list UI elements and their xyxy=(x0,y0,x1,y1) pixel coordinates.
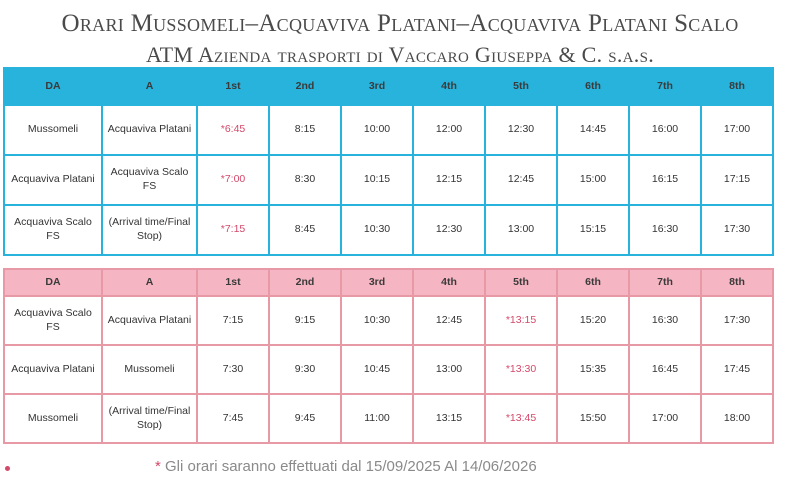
time-cell: 17:30 xyxy=(701,205,773,255)
company-name: ATM Azienda trasporti di Vaccaro Giuseppa & C. s.a.s. xyxy=(145,42,655,67)
time-cell: *13:30 xyxy=(485,345,557,394)
time-cell: 16:45 xyxy=(629,345,701,394)
header-run-2: 2nd xyxy=(269,68,341,105)
time-cell: 12:15 xyxy=(413,155,485,205)
to-stop: Mussomeli xyxy=(102,345,197,394)
table-row xyxy=(4,296,773,345)
to-stop: Acquaviva Platani xyxy=(102,105,197,155)
header-run-8: 8th xyxy=(701,269,773,296)
header-run-7: 7th xyxy=(629,68,701,105)
header-run-6: 6th xyxy=(557,68,629,105)
time-cell: 7:15 xyxy=(197,296,269,345)
footnote-text: Gli orari saranno effettuati dal 15/09/2025 Al 14/06/2026 xyxy=(165,458,537,475)
to-stop: (Arrival time/Final Stop) xyxy=(102,394,197,443)
table-row xyxy=(4,105,773,155)
table-header-row xyxy=(4,269,773,296)
header-run-2: 2nd xyxy=(269,269,341,296)
time-cell: 12:30 xyxy=(413,205,485,255)
header-run-1: 1st xyxy=(197,68,269,105)
to-stop: Acquaviva Scalo FS xyxy=(102,155,197,205)
time-cell: 9:30 xyxy=(269,345,341,394)
time-cell: 9:15 xyxy=(269,296,341,345)
time-cell: 17:00 xyxy=(629,394,701,443)
header-run-7: 7th xyxy=(629,269,701,296)
to-stop: (Arrival time/Final Stop) xyxy=(102,205,197,255)
from-stop: Acquaviva Scalo FS xyxy=(4,296,102,345)
time-cell: 15:15 xyxy=(557,205,629,255)
time-cell: 16:30 xyxy=(629,296,701,345)
header-run-1: 1st xyxy=(197,269,269,296)
time-cell: 15:35 xyxy=(557,345,629,394)
time-cell: *13:45 xyxy=(485,394,557,443)
header-run-6: 6th xyxy=(557,269,629,296)
time-cell: 16:30 xyxy=(629,205,701,255)
table-row xyxy=(4,155,773,205)
time-cell: 9:45 xyxy=(269,394,341,443)
header-run-5: 5th xyxy=(485,269,557,296)
time-cell: 12:45 xyxy=(413,296,485,345)
time-cell: 10:00 xyxy=(341,105,413,155)
header-from: DA xyxy=(4,269,102,296)
time-cell: *13:15 xyxy=(485,296,557,345)
time-cell: 16:15 xyxy=(629,155,701,205)
header-to: A xyxy=(102,68,197,105)
time-cell: 7:45 xyxy=(197,394,269,443)
time-cell: 17:00 xyxy=(701,105,773,155)
footnote-asterisk: * xyxy=(155,458,161,475)
time-cell: 17:30 xyxy=(701,296,773,345)
header-to: A xyxy=(102,269,197,296)
header-run-3: 3rd xyxy=(341,68,413,105)
time-cell: *6:45 xyxy=(197,105,269,155)
validity-footnote xyxy=(155,458,537,475)
time-cell: 14:45 xyxy=(557,105,629,155)
time-cell: 10:15 xyxy=(341,155,413,205)
time-cell: 12:30 xyxy=(485,105,557,155)
timetable-outbound xyxy=(3,67,774,256)
time-cell: 13:00 xyxy=(413,345,485,394)
time-cell: 15:50 xyxy=(557,394,629,443)
time-cell: 13:15 xyxy=(413,394,485,443)
bullet-dot xyxy=(5,466,10,471)
time-cell: 15:00 xyxy=(557,155,629,205)
from-stop: Mussomeli xyxy=(4,105,102,155)
from-stop: Acquaviva Scalo FS xyxy=(4,205,102,255)
time-cell: 13:00 xyxy=(485,205,557,255)
time-cell: *7:00 xyxy=(197,155,269,205)
time-cell: 10:30 xyxy=(341,296,413,345)
time-cell: 15:20 xyxy=(557,296,629,345)
time-cell: 7:30 xyxy=(197,345,269,394)
schedule-title: Orari Mussomeli–Acquaviva Platani–Acquaviva Platani Scalo xyxy=(61,10,739,37)
timetable-return xyxy=(3,268,774,444)
time-cell: 11:00 xyxy=(341,394,413,443)
time-cell: 8:30 xyxy=(269,155,341,205)
time-cell: 17:45 xyxy=(701,345,773,394)
time-cell: 8:45 xyxy=(269,205,341,255)
table-header-row xyxy=(4,68,773,105)
time-cell: 12:00 xyxy=(413,105,485,155)
from-stop: Acquaviva Platani xyxy=(4,345,102,394)
time-cell: 18:00 xyxy=(701,394,773,443)
time-cell: 16:00 xyxy=(629,105,701,155)
header-run-3: 3rd xyxy=(341,269,413,296)
time-cell: 10:45 xyxy=(341,345,413,394)
time-cell: 17:15 xyxy=(701,155,773,205)
from-stop: Acquaviva Platani xyxy=(4,155,102,205)
table-row xyxy=(4,394,773,443)
header-run-4: 4th xyxy=(413,68,485,105)
table-row xyxy=(4,345,773,394)
header-run-5: 5th xyxy=(485,68,557,105)
time-cell: 8:15 xyxy=(269,105,341,155)
time-cell: *7:15 xyxy=(197,205,269,255)
time-cell: 10:30 xyxy=(341,205,413,255)
time-cell: 12:45 xyxy=(485,155,557,205)
header-run-4: 4th xyxy=(413,269,485,296)
table-row xyxy=(4,205,773,255)
to-stop: Acquaviva Platani xyxy=(102,296,197,345)
header-run-8: 8th xyxy=(701,68,773,105)
header-from: DA xyxy=(4,68,102,105)
from-stop: Mussomeli xyxy=(4,394,102,443)
